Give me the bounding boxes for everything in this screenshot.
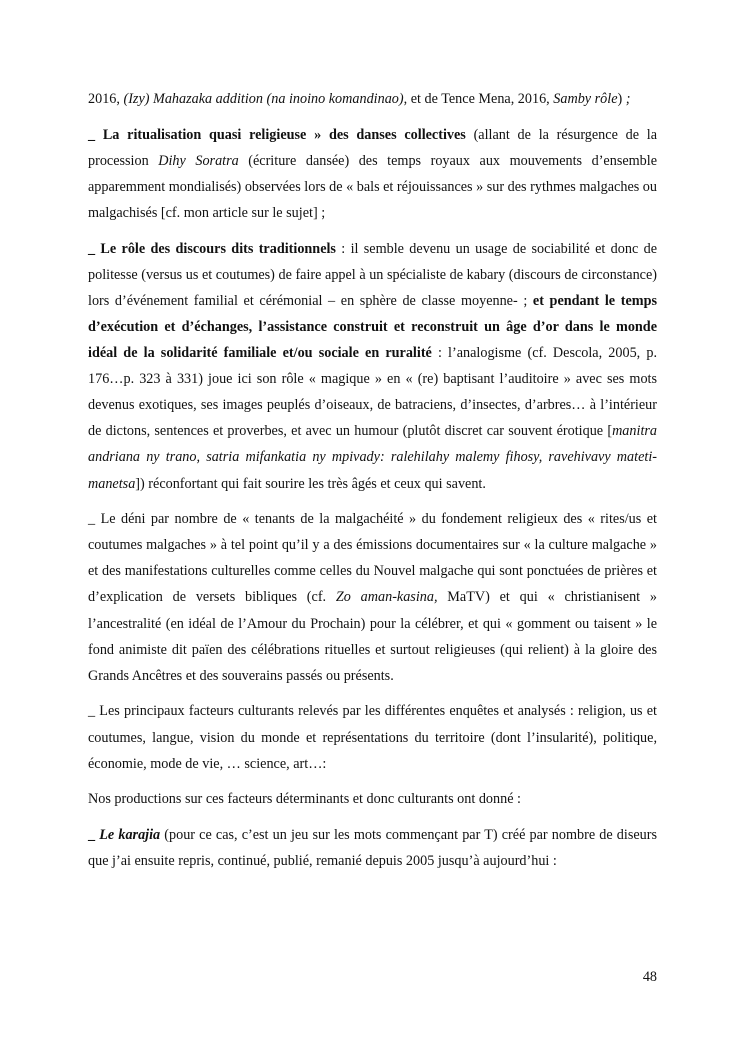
paragraph (88, 506, 657, 689)
text-run: Samby rôle (553, 91, 618, 107)
text-run: Le karajia (99, 827, 161, 843)
paragraph (88, 122, 657, 226)
text-run: MaTV) et qui « christianisent » l’ancestralité (en idéal de l’Amour du Prochain) pour la célébrer, et qui « gomment ou taisent » le fond animiste dit païen des célébrations rituelles et surtout religieuses (qui relient) à la gloire des Grands Ancêtres et des souverains passés ou présents. (88, 589, 657, 684)
paragraph (88, 822, 657, 874)
text-run: _ La ritualisation quasi religieuse » des danses collectives (88, 126, 466, 143)
text-run: et pendant le temps d’exécution et d’échanges, l’assistance construit et reconstruit un âge d’or dans le monde idéal de la solidarité familiale et/ou sociale en ruralité (88, 292, 657, 362)
text-run: (pour ce cas, c’est un jeu sur les mots commençant par T) créé par nombre de diseurs que j’ai ensuite repris, continué, publié, remanié depuis 2005 jusqu’à aujourd’hui : (88, 827, 657, 870)
text-run: , et de Tence Mena, 2016, (403, 91, 554, 107)
text-run: Dihy Soratra (158, 152, 239, 169)
paragraph (88, 698, 657, 776)
paragraph (88, 236, 657, 497)
text-run: (allant de la résurgence de la procession (88, 126, 657, 169)
text-run: ; (625, 91, 631, 107)
text-run: : l’analogisme (cf. Descola, 2005, p. 176…p. 323 à 331) joue ici son rôle « magique » en « (re) baptisant l’auditoire » avec ses mots devenus exotiques, ses images peuplés d’oiseaux, de batraciens, d’insectes, d’arbres… à l’intérieur de dictons, sentences et proverbes, et avec un humour (plutôt discret car souvent érotique [ (88, 345, 657, 440)
text-run: (écriture dansée) des temps royaux aux mouvements d’ensemble apparemment mondialisés) observées lors de « bals et réjouissances » sur des rythmes malgaches ou malgachisés [cf. mon article sur le sujet] ; (88, 152, 658, 221)
text-run: Zo aman-kasina, (335, 589, 438, 606)
text-run: _ (88, 827, 100, 843)
paragraph (88, 786, 657, 812)
text-run: ) (617, 91, 626, 107)
page-number: 48 (642, 969, 657, 985)
text-run: Nos productions sur ces facteurs déterminants et donc culturants ont donné : (88, 791, 522, 808)
text-run: ]) réconfortant qui fait sourire les très âgés et ceux qui savent. (135, 475, 486, 492)
text-run: _ Le déni par nombre de « tenants de la malgachéité » du fondement religieux des « rites/us et coutumes malgaches » à tel point qu’il y a des émissions documentaires sur « la culture malgache » et des manifestations culturelles comme celles du Nouvel malgache qui sont ponctuées de prières et d’explication de versets bibliques (cf. (88, 511, 657, 606)
text-run: (Izy) Mahazaka addition (na inoino komandinao) (123, 91, 404, 107)
text-run: : il semble devenu un usage de sociabilité et donc de politesse (versus us et coutumes) de faire appel à un spécialiste de kabary (discours de circonstance) lors d’événement familial et cérémonial – en sphère de classe moyenne- ; (88, 240, 657, 309)
text-run: _ Les principaux facteurs culturants relevés par les différentes enquêtes et analysés : religion, us et coutumes, langue, vision du monde et représentations du territoire (dont l’insularité), politique, économie, mode de vie, … science, art…: (88, 703, 657, 772)
text-run: 2016, (88, 91, 124, 107)
text-run: manitra andriana ny trano, satria mifankatia ny mpivady: ralehilahy malemy fihosy, ravehivavy mateti-manetsa (88, 423, 657, 492)
body-text (88, 86, 657, 884)
paragraph (88, 86, 657, 112)
text-run: _ Le rôle des discours dits traditionnels (88, 240, 336, 257)
